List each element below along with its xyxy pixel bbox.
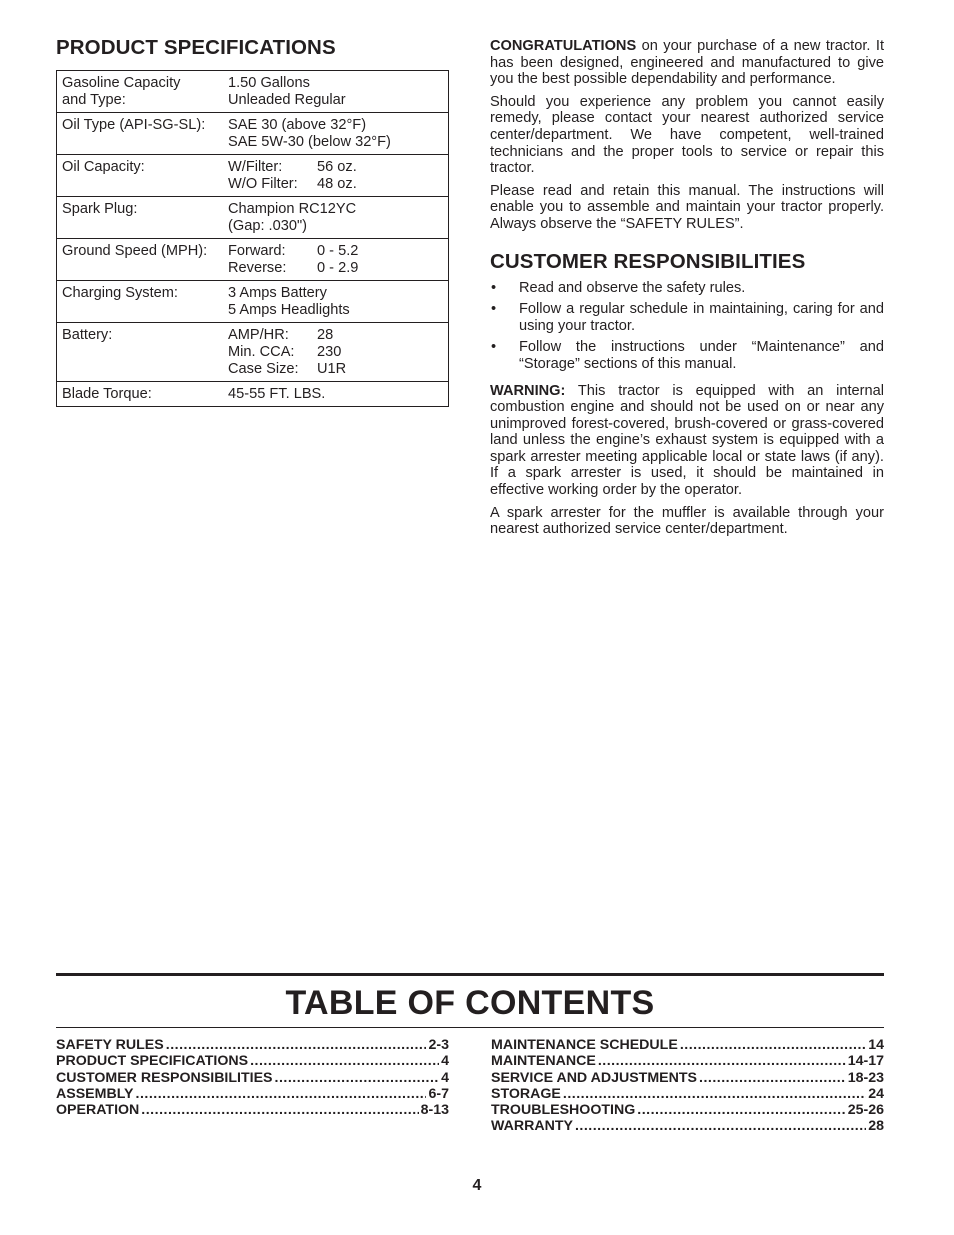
spec-value-amount: 56 oz. (317, 159, 357, 175)
bullet-icon: • (491, 339, 497, 356)
toc-entry[interactable] (491, 1086, 884, 1102)
toc-entry-page: 4 (441, 1069, 449, 1086)
toc-entry-page: 14 (868, 1037, 884, 1053)
spec-value-key: Champion RC12YC (228, 201, 357, 217)
toc-dot-leader (136, 1086, 427, 1102)
spec-row (57, 196, 448, 238)
spec-value-key: SAE 5W-30 (below 32°F) (228, 134, 391, 150)
toc-top-rule (56, 973, 884, 976)
spec-value-key: 1.50 Gallons (228, 75, 310, 91)
spec-value-line (228, 75, 443, 92)
bullet-icon: • (491, 279, 497, 296)
responsibility-text: Follow a regular schedule in maintaining, caring for and using your tractor. (519, 301, 884, 334)
toc-dot-leader (575, 1118, 866, 1134)
spec-label-line: Charging System: (62, 285, 178, 301)
spec-label (62, 327, 228, 378)
toc-entry[interactable] (56, 1053, 449, 1069)
spec-value-key: W/Filter: (228, 159, 283, 175)
responsibilities-list (490, 280, 884, 373)
spec-value-key: W/O Filter: (228, 176, 298, 192)
spec-value-line (228, 285, 443, 302)
spec-value-key: Reverse: (228, 260, 287, 276)
warning-label: WARNING: (490, 382, 566, 399)
spec-label-line: and Type: (62, 92, 126, 108)
toc-entry-title: TROUBLESHOOTING (491, 1102, 636, 1119)
toc-entry[interactable] (491, 1037, 884, 1053)
spec-value (228, 386, 443, 403)
page-number: 4 (472, 1177, 482, 1194)
responsibility-item (490, 280, 884, 297)
toc-entry[interactable] (491, 1053, 884, 1069)
toc-entry-title: SAFETY RULES (56, 1037, 164, 1053)
spec-row (57, 154, 448, 196)
toc-dot-leader (563, 1086, 866, 1102)
spec-value (228, 75, 443, 109)
toc-title: TABLE OF CONTENTS (285, 984, 655, 1022)
spec-label (62, 117, 228, 151)
spec-value-amount: 28 (317, 327, 334, 343)
toc-dot-leader (699, 1070, 846, 1086)
toc-entry-title: PRODUCT SPECIFICATIONS (56, 1053, 249, 1070)
toc-entry[interactable] (56, 1037, 449, 1053)
spec-value-key: AMP/HR: (228, 327, 289, 343)
responsibility-item (490, 301, 884, 334)
toc-entry-title: OPERATION (56, 1102, 140, 1119)
spec-label-line: Oil Capacity: (62, 159, 145, 175)
spec-value (228, 159, 443, 193)
spec-value-line (228, 176, 443, 193)
spec-label (62, 75, 228, 109)
spec-label (62, 285, 228, 319)
toc-entry-page: 28 (868, 1118, 884, 1135)
spec-label-line: Gasoline Capacity (62, 75, 181, 91)
spec-value (228, 201, 443, 235)
toc-dot-leader (275, 1070, 440, 1086)
spec-value-key: Unleaded Regular (228, 92, 346, 108)
spec-value-line (228, 201, 443, 218)
spec-value-key: Min. CCA: (228, 344, 295, 360)
toc-entry-page: 18-23 (847, 1069, 884, 1086)
spec-value-line (228, 302, 443, 319)
product-specifications-heading: PRODUCT SPECIFICATIONS (56, 36, 336, 59)
spec-value-key: Case Size: (228, 361, 299, 377)
spec-table (56, 70, 449, 407)
toc-entry-title: STORAGE (491, 1085, 561, 1102)
product-specifications-section (56, 36, 449, 407)
spec-value-key: 45-55 FT. LBS. (228, 386, 326, 402)
spec-value (228, 243, 443, 277)
spec-value-amount: 0 - 5.2 (317, 243, 359, 259)
responsibility-item (490, 339, 884, 372)
spec-value-line (228, 260, 443, 277)
warning-paragraph (490, 383, 884, 499)
spec-value-line (228, 117, 443, 134)
spec-row (57, 381, 448, 406)
spec-row (57, 238, 448, 280)
spec-value-key: Forward: (228, 243, 286, 259)
congratulations-paragraph (490, 38, 884, 88)
toc-entry[interactable] (56, 1086, 449, 1102)
toc-bottom-rule (56, 1027, 884, 1028)
bullet-icon: • (491, 301, 497, 318)
toc-entry-title: MAINTENANCE SCHEDULE (491, 1037, 678, 1053)
toc-entry[interactable] (491, 1118, 884, 1134)
warning-text: This tractor is equipped with an internal combustion engine and should not be used on or near any unimproved forest-covered, brush-covered or grass-covered land unless the engine’s exhaust system is equipped with a spark arrester meeting applicable local or state laws (if any). If a spark arrester is used, it should be maintained in effective working order by the operator. (490, 382, 884, 499)
responsibility-text: Read and observe the safety rules. (519, 279, 746, 296)
spec-value-line (228, 159, 443, 176)
toc-dot-leader (680, 1037, 866, 1053)
spec-row (57, 71, 448, 112)
intro-section (490, 38, 884, 544)
spec-value (228, 117, 443, 151)
toc-entry[interactable] (56, 1102, 449, 1118)
spec-label-line: Oil Type (API-SG-SL): (62, 117, 206, 133)
responsibility-text: Follow the instructions under “Maintenance” and “Storage” sections of this manual. (519, 339, 884, 372)
toc-entry-title: SERVICE AND ADJUSTMENTS (491, 1069, 698, 1086)
spec-value-amount: 230 (317, 344, 342, 360)
spec-value-line (228, 327, 443, 344)
spec-value-line (228, 344, 443, 361)
spec-value-amount: U1R (317, 361, 347, 377)
toc-left-column (56, 1037, 449, 1118)
spec-row (57, 280, 448, 322)
toc-entry-page: 25-26 (847, 1102, 884, 1119)
spec-label-line: Blade Torque: (62, 386, 152, 402)
toc-entry-page: 2-3 (428, 1037, 449, 1053)
toc-dot-leader (166, 1037, 427, 1053)
spec-value-line (228, 361, 443, 378)
spec-value-amount: 0 - 2.9 (317, 260, 359, 276)
spec-label (62, 243, 228, 277)
spec-label-line: Spark Plug: (62, 201, 138, 217)
spec-label-line: Battery: (62, 327, 113, 343)
toc-entry[interactable] (56, 1070, 449, 1086)
toc-entry[interactable] (491, 1070, 884, 1086)
toc-dot-leader (141, 1102, 418, 1118)
spec-value-key: 5 Amps Headlights (228, 302, 350, 318)
congratulations-text: on your purchase of a new tractor. It has been designed, engineered and manufactured to give you the best possible dependability and performance. (490, 38, 884, 88)
spec-value (228, 285, 443, 319)
spec-label (62, 201, 228, 235)
toc-entry-title: CUSTOMER RESPONSIBILITIES (56, 1069, 273, 1086)
spec-row (57, 112, 448, 154)
spec-value-amount: 48 oz. (317, 176, 357, 192)
spec-value-line (228, 92, 443, 109)
spec-label (62, 386, 228, 403)
spark-arrester-paragraph: A spark arrester for the muffler is available through your nearest authorized service center/department. (490, 504, 884, 538)
spec-label-line: Ground Speed (MPH): (62, 243, 208, 259)
spec-value-line (228, 243, 443, 260)
service-paragraph: Should you experience any problem you cannot easily remedy, please contact your nearest authorized service center/department. We have competent, well-trained technicians and the proper tools to service or repair this tractor. (490, 93, 884, 177)
spec-value-key: (Gap: .030") (228, 218, 307, 234)
toc-entry-title: MAINTENANCE (491, 1053, 596, 1070)
spec-value-line (228, 134, 443, 151)
toc-dot-leader (637, 1102, 845, 1118)
congratulations-lead: CONGRATULATIONS (490, 38, 637, 54)
toc-entry[interactable] (491, 1102, 884, 1118)
toc-dot-leader (250, 1053, 439, 1069)
spec-value-key: SAE 30 (above 32°F) (228, 117, 367, 133)
spec-row (57, 322, 448, 381)
spec-label (62, 159, 228, 193)
toc-entry-page: 4 (441, 1053, 449, 1070)
customer-responsibilities-heading: CUSTOMER RESPONSIBILITIES (490, 249, 806, 273)
spec-value (228, 327, 443, 378)
toc-entry-page: 14-17 (847, 1053, 884, 1070)
spec-value-key: 3 Amps Battery (228, 285, 327, 301)
toc-entry-page: 6-7 (428, 1085, 449, 1102)
toc-entry-title: ASSEMBLY (56, 1085, 134, 1102)
spec-value-line (228, 386, 443, 403)
toc-dot-leader (598, 1053, 846, 1069)
toc-entry-page: 24 (868, 1085, 884, 1102)
spec-value-line (228, 218, 443, 235)
toc-entry-title: WARRANTY (491, 1118, 573, 1135)
toc-right-column (491, 1037, 884, 1135)
toc-entry-page: 8-13 (420, 1102, 449, 1119)
retain-manual-paragraph: Please read and retain this manual. The instructions will enable you to assemble and maintain your tractor properly. Always observe the “SAFETY RULES”. (490, 182, 884, 232)
